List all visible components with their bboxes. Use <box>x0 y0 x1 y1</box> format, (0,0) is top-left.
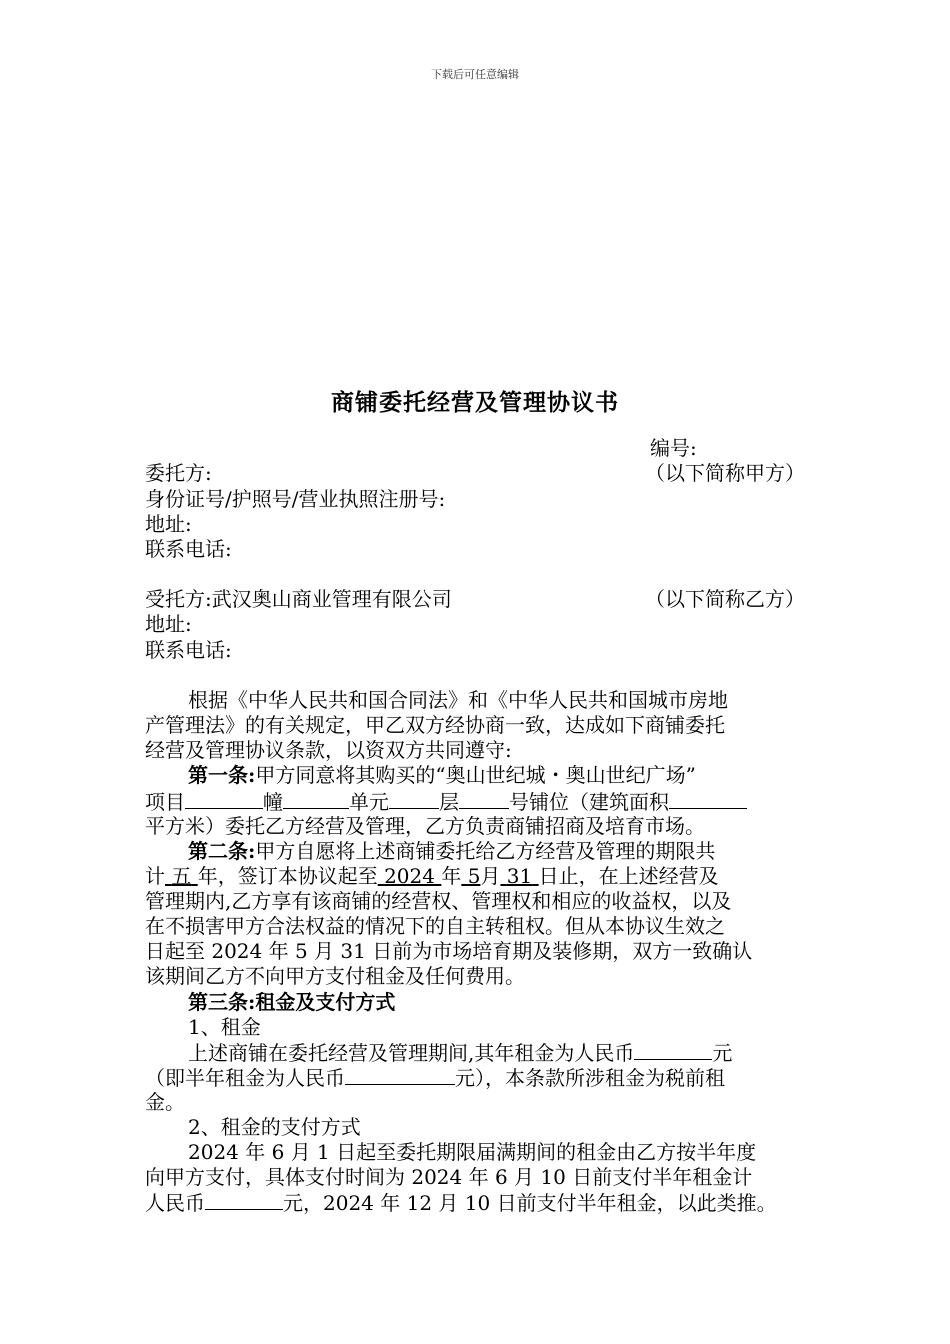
half-year-rent-tail: 元），本条款所涉租金为税前租 <box>455 1066 725 1090</box>
term-years: 五 <box>171 864 192 888</box>
article2-year-label: 年 <box>441 864 462 888</box>
party-b-alias: （以下简称乙方） <box>645 587 805 611</box>
article2-line-2 <box>145 864 805 889</box>
number-label: 编号: <box>650 436 697 460</box>
article2-line-3: 管理期内,乙方享有该商铺的经营权、管理权和相应的收益权，以及 <box>145 889 732 913</box>
article1-unit-label: 单元 <box>349 790 389 814</box>
article3-s2-line-3 <box>145 1190 805 1216</box>
party-b-line <box>145 587 805 612</box>
unit-blank <box>283 789 349 809</box>
payment-amount-blank <box>205 1190 283 1210</box>
party-a-label: 委托方: <box>145 461 212 485</box>
article1-floor-label: 层 <box>439 790 459 814</box>
header-note: 下载后可任意编辑 <box>431 68 519 81</box>
article3-s2-line-2: 向甲方支付，具体支付时间为 2024 年 6 月 10 日前支付半年租金计 <box>145 1165 753 1189</box>
article1-building-label: 幢 <box>263 790 283 814</box>
shop-number-blank <box>459 789 509 809</box>
article2-line-4: 在不损害甲方合法权益的情况下的自主转租权。但从本协议生效之 <box>145 914 725 938</box>
party-b-address-line: 地址: <box>145 612 192 636</box>
party-a-address-line: 地址: <box>145 512 192 536</box>
party-a-alias: （以下简称甲方） <box>645 461 805 485</box>
floor-blank <box>389 789 439 809</box>
party-b-label: 受托方:武汉奥山商业管理有限公司 <box>145 587 452 611</box>
article2-month-label: 月 <box>480 864 501 888</box>
article2-text-1: 甲方自愿将上述商铺委托给乙方经营及管理的期限共 <box>255 839 716 863</box>
article2-text-b: 年，签订本协议起至 <box>197 864 378 888</box>
article3-s1-line-3: 金。 <box>145 1090 185 1114</box>
party-a-id-line: 身份证号/护照号/营业执照注册号: <box>145 487 446 511</box>
half-year-rent-text: （即半年租金为人民币 <box>145 1066 345 1090</box>
preamble-line-1: 根据《中华人民共和国合同法》和《中华人民共和国城市房地 <box>188 688 728 712</box>
article1-area-label: 号铺位（建筑面积 <box>509 790 669 814</box>
end-month: 5 <box>467 864 481 888</box>
article2-text-a: 计 <box>145 864 165 888</box>
article1-text-1: 甲方同意将其购买的“奥山世纪城・奥山世纪广场” <box>255 763 696 787</box>
annual-rent-unit: 元 <box>712 1041 733 1065</box>
payment-tail: 元，2024 年 12 月 10 日前支付半年租金，以此类推。 <box>283 1191 777 1215</box>
article2-line-5: 日起至 2024 年 5 月 31 日前为市场培育期及装修期，双方一致确认 <box>145 939 753 963</box>
preamble-line-3: 经营及管理协议条款，以资双方共同遵守: <box>145 738 512 762</box>
article2-line-1 <box>145 839 848 864</box>
party-a-phone-line: 联系电话: <box>145 537 232 561</box>
article1-line-2 <box>145 789 805 815</box>
half-year-rent-blank <box>345 1065 455 1085</box>
article1-heading: 第一条: <box>188 763 256 787</box>
article2-line-6: 该期间乙方不向甲方支付租金及任何费用。 <box>145 964 525 988</box>
article3-section2-title: 2、租金的支付方式 <box>188 1115 361 1139</box>
article3-heading: 第三条:租金及支付方式 <box>188 990 396 1014</box>
article2-heading: 第二条: <box>188 839 256 863</box>
area-blank <box>669 789 747 809</box>
article2-text-e: 日止，在上述经营及 <box>538 864 719 888</box>
end-day: 31 <box>506 864 533 888</box>
article1-line-3: 平方米）委托乙方经营及管理，乙方负责商铺招商及培育市场。 <box>145 814 705 838</box>
document-title: 商铺委托经营及管理协议书 <box>331 389 619 416</box>
article3-s1-line-2 <box>145 1065 805 1091</box>
annual-rent-blank <box>634 1040 712 1060</box>
article3-section1-title: 1、租金 <box>188 1015 261 1039</box>
article1-project-label: 项目 <box>145 790 185 814</box>
party-a-line <box>145 461 805 486</box>
party-b-phone-line: 联系电话: <box>145 638 232 662</box>
preamble-line-2: 产管理法》的有关规定，甲乙双方经协商一致，达成如下商铺委托 <box>145 713 725 737</box>
article3-s1-line-1 <box>145 1040 848 1066</box>
building-blank <box>185 789 263 809</box>
article3-s2-line-1: 2024 年 6 月 1 日起至委托期限届满期间的租金由乙方按半年度 <box>188 1140 757 1164</box>
end-year: 2024 <box>384 864 435 888</box>
article1-line-1 <box>145 763 848 788</box>
payment-amount-label: 人民币 <box>145 1191 205 1215</box>
annual-rent-text: 上述商铺在委托经营及管理期间,其年租金为人民币 <box>188 1041 635 1065</box>
